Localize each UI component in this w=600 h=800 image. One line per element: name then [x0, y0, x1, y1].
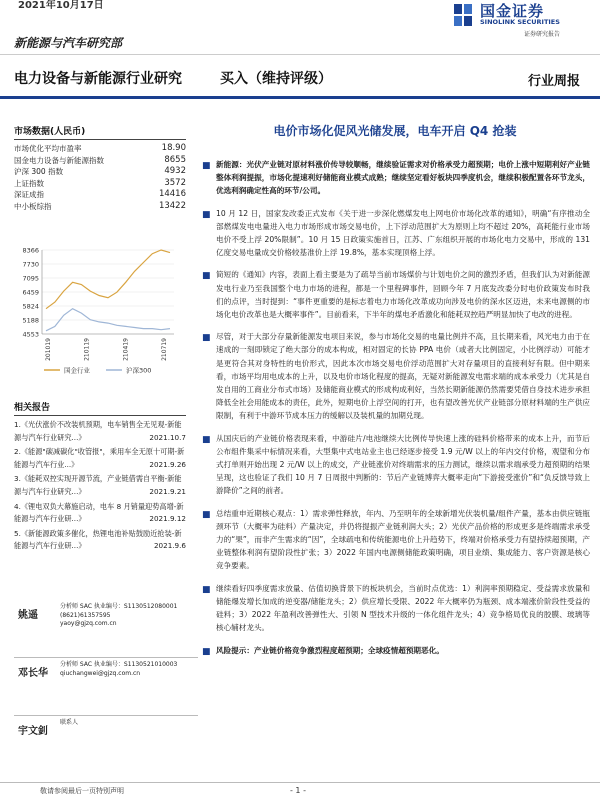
market-row: 沪深 300 指数 4932	[14, 166, 186, 177]
logo-text-en: SINOLINK SECURITIES	[480, 18, 560, 26]
index-chart	[14, 242, 186, 382]
related-report-item[interactable]: 5.《新能源政策多催化，热锂电池补贴鼓励近抢装-新能源与汽车行业研...》 2021.9.6	[14, 528, 186, 551]
analyst-card	[14, 658, 198, 716]
y-tick-label: 5188	[22, 316, 39, 325]
body-paragraph: ■ 继续看好四季度需求放量、估值切换背景下的板块机会，当前时点优选：1）利润率预期稳定、受益需求放量和储能爆发增长加成的逆变器/储能龙头；2）供应增长受限、2022 年大概率仍为瓶颈、成本端涨价阶段性受益的硅料；3）2022 年盈利改善弹性大、引领 N 型技术升级的一体化组件龙头；4）竞争格局优良的胶膜、玻璃等核心辅材龙头。	[202, 583, 590, 633]
bullet-icon: ■	[202, 584, 211, 595]
market-data-title: 市场数据(人民币)	[14, 124, 186, 140]
y-tick-label: 7095	[22, 274, 39, 283]
analyst-name: 宇文釗	[18, 726, 48, 737]
x-tick-label: 201019	[45, 338, 52, 361]
page-number: - 1 -	[290, 786, 306, 795]
department-name: 新能源与汽车研究部	[14, 36, 123, 50]
market-data-panel	[14, 124, 186, 213]
logo-subtitle: 证券研究报告	[524, 31, 561, 38]
legend-label: 国金行业	[64, 366, 90, 375]
sinolink-logo-icon	[452, 2, 474, 28]
report-date: 2021年10月17日	[18, 0, 104, 11]
y-tick-label: 5824	[22, 302, 39, 311]
market-row: 中小板综指 13422	[14, 200, 186, 211]
analyst-card	[14, 600, 198, 658]
article-body	[200, 158, 590, 666]
body-paragraph: ■ 10 月 12 日，国家发改委正式发布《关于进一步深化燃煤发电上网电价市场化改革的通知》，明确“有序推动全部燃煤发电电量进入电力市场形成市场交易电价，上下浮动范围扩大为原则上均不超过 20%，高耗能行业市场电价不受上浮 20%限制”。10 月 15 日政策实施首日，江苏、广东组织开展的市场化电力交易中，形成的 131 亿度交易电量成交价格较基准价上浮 19.8%，基本实现顶格上浮。	[202, 208, 590, 258]
x-tick-label: 210419	[122, 338, 130, 361]
related-report-item[interactable]: 3.《能耗双控实现开源节流，产业链借需自平衡-新能源与汽车行业研究...》 2021.9.21	[14, 474, 186, 496]
related-report-item[interactable]: 2.《能源"碳减碳化"收管报"，乘用车全无原十可期-新能源与汽车行业...》 2021.9.26	[14, 447, 186, 469]
market-row: 上证指数 3572	[14, 177, 186, 188]
analyst-panel	[14, 600, 198, 774]
report-title: 电力设备与新能源行业研究	[14, 71, 182, 87]
related-reports-title: 相关报告	[14, 400, 186, 416]
analyst-name: 姚遥	[18, 610, 38, 621]
body-paragraph: ■ 总结重申近期核心观点：1）需求弹性释放，年内、乃至明年的全球新增光伏装机量/组件产量，基本由供应链瓶颈环节（大概率为硅料）产量决定，并仍将提振产业链利润大头；2）光伏产品价格的形成更多是终端需求承受力的“果”，而非产生需求的“因”，全球疏电和传统能源电价上升趋势下，终端对价格承受力有望持续超预期，产业链整体利润有望阶段性扩张；3）2022 年国内电源侧储能政策明确，项目业绩、集成能力、客户资源是核心竞争要素。	[202, 508, 590, 571]
rating-badge: 买入（维持评级）	[220, 71, 332, 87]
y-tick-label: 7730	[22, 260, 39, 269]
bullet-icon: ■	[202, 646, 211, 657]
legend-label: 沪深300	[126, 366, 152, 375]
market-row: 深证成指 14416	[14, 189, 186, 200]
market-row: 市场优化平均市盈率 18.90	[14, 143, 186, 153]
company-logo	[452, 0, 592, 40]
related-reports	[14, 400, 186, 555]
y-tick-label: 8366	[22, 246, 39, 255]
bullet-icon: ■	[202, 333, 211, 344]
header-accent-bar	[0, 96, 600, 99]
x-tick-label: 210119	[83, 338, 91, 361]
bullet-icon: ■	[202, 434, 211, 445]
footer-disclaimer: 敬请参阅最后一页特别声明	[40, 787, 124, 795]
x-tick-label: 210719	[161, 338, 168, 361]
body-paragraph: ■ 简短的《通知》内容，表面上看主要是为了疏导当前市场煤价与计划电价之间的激烈矛盾，但我们认为对新能源发电行业乃至我国整个电力市场的进程，都是一个里程碑事件，回顾今年 7 月底发改委分时电价政策发布时我们的点评，当时提到：“事件更重要的是标志着电力市场化改革成功向涉及电价的深水区迈进，未来电源侧的市场化电价改革也是大概率事件”。目前看来，下半年的煤电矛盾激化和能耗双控趋严明显加快了电改的进程。	[202, 270, 590, 320]
article-title: 电价市场化促风光储发展，电车开启 Q4 抢装	[273, 124, 517, 138]
bullet-icon: ■	[202, 271, 211, 282]
risk-paragraph: ■ 风险提示：产业链价格竞争激烈程度超预期；全球疫情超预期恶化。	[200, 644, 590, 657]
market-row: 国金电力设备与新能源指数 8655	[14, 154, 186, 165]
analyst-info: 分析师 SAC 执业编号：S1130512080001 (8621)61357595 yaoy@gjzq.com.cn	[60, 603, 178, 627]
y-tick-label: 4553	[22, 330, 39, 339]
body-paragraph: ■ 从国庆后的产业链价格表现来看，中游硅片/电池继续大比例传导快速上涨的硅料价格带来的成本上升，而节后公布组件集采中标情况来看，大型集中式电站业主也已经逐步接受 1.9 元/W 以上的年内交付价格，观望和分布式打单则开始出现 2 元/W 以上的成交，产业链涨价对终端需求的压力测试，继续以需求端承受力超预期的结果呈现，这也验证了我们 10 月 7 日周报中判断的：节后产业链博弈大概率走向“下游接受涨价”和“负反馈导致上游降价”之间的前者。	[202, 433, 590, 496]
summary-paragraph: ■ 新能源：光伏产业链对原材料涨价传导较顺畅，继续验证需求对价格承受力超预期；电价上涨中短期利好产业链整体利润提振，市场化提速利好储能商业模式成熟；继续坚定看好板块四季度机会，继续积极配置各环节龙头，优选利润确定性高的环节/公司。	[202, 160, 590, 196]
analyst-info: 分析师 SAC 执业编号：S1130521010003 qiuchangwei@gjzq.com.cn	[60, 661, 178, 677]
body-paragraph: ■ 尽管，对于大部分存量新能源发电项目来说，参与市场化交易的电量比例并不高，且长期来看，风光电力由于在速成的一刻即锁定了绝大部分的成本构成，相对固定的长协 PPA 电价（或者大比例固定，小比例浮动）可能才是更符合其对身特性的电价形式，因此本次市场交易电价浮动范围扩大对存量项目的直接利好有限。但中期来看，市场平均用电成本的上升，以及电价市场化程度的提高，无疑对新能源发电需求端的成本承受力（尤其是自发自用的工商业分布式市场）及储能商业模式的形成构成利好，当然长期新能源仍然需要凭借自身技术进步承担降低全社会用能成本的责任，此外，短期电价上浮空间的打开，也有望改善光伏产业链部分原材料端的生产供应限制，有利于中游环节成本压力的缓解以及装机量的加期兑现。	[202, 332, 590, 421]
analyst-info: 联系人	[60, 719, 79, 726]
series-line-industry	[46, 250, 170, 309]
report-type: 行业周报	[527, 74, 580, 89]
related-report-item[interactable]: 1.《光伏涨价不改装机预期，电车销售全无见观-新能源与汽车行业研究...》 2021.10.7	[14, 420, 186, 442]
analyst-name: 邓长华	[18, 668, 48, 679]
bullet-icon: ■	[202, 509, 211, 520]
y-tick-label: 6459	[22, 288, 39, 297]
bullet-icon: ■	[202, 161, 211, 171]
header-divider	[0, 54, 600, 55]
logo-text-cn: 国金证券	[480, 2, 545, 20]
footer-divider	[0, 782, 600, 783]
bullet-icon: ■	[202, 209, 211, 220]
analyst-card	[14, 716, 198, 774]
index-line-chart	[14, 242, 186, 382]
related-report-item[interactable]: 4.《锂电双负大幕施启动，电车 8 月销量迎势高增-新能源与汽车行业研...》 2021.9.12	[14, 501, 186, 524]
